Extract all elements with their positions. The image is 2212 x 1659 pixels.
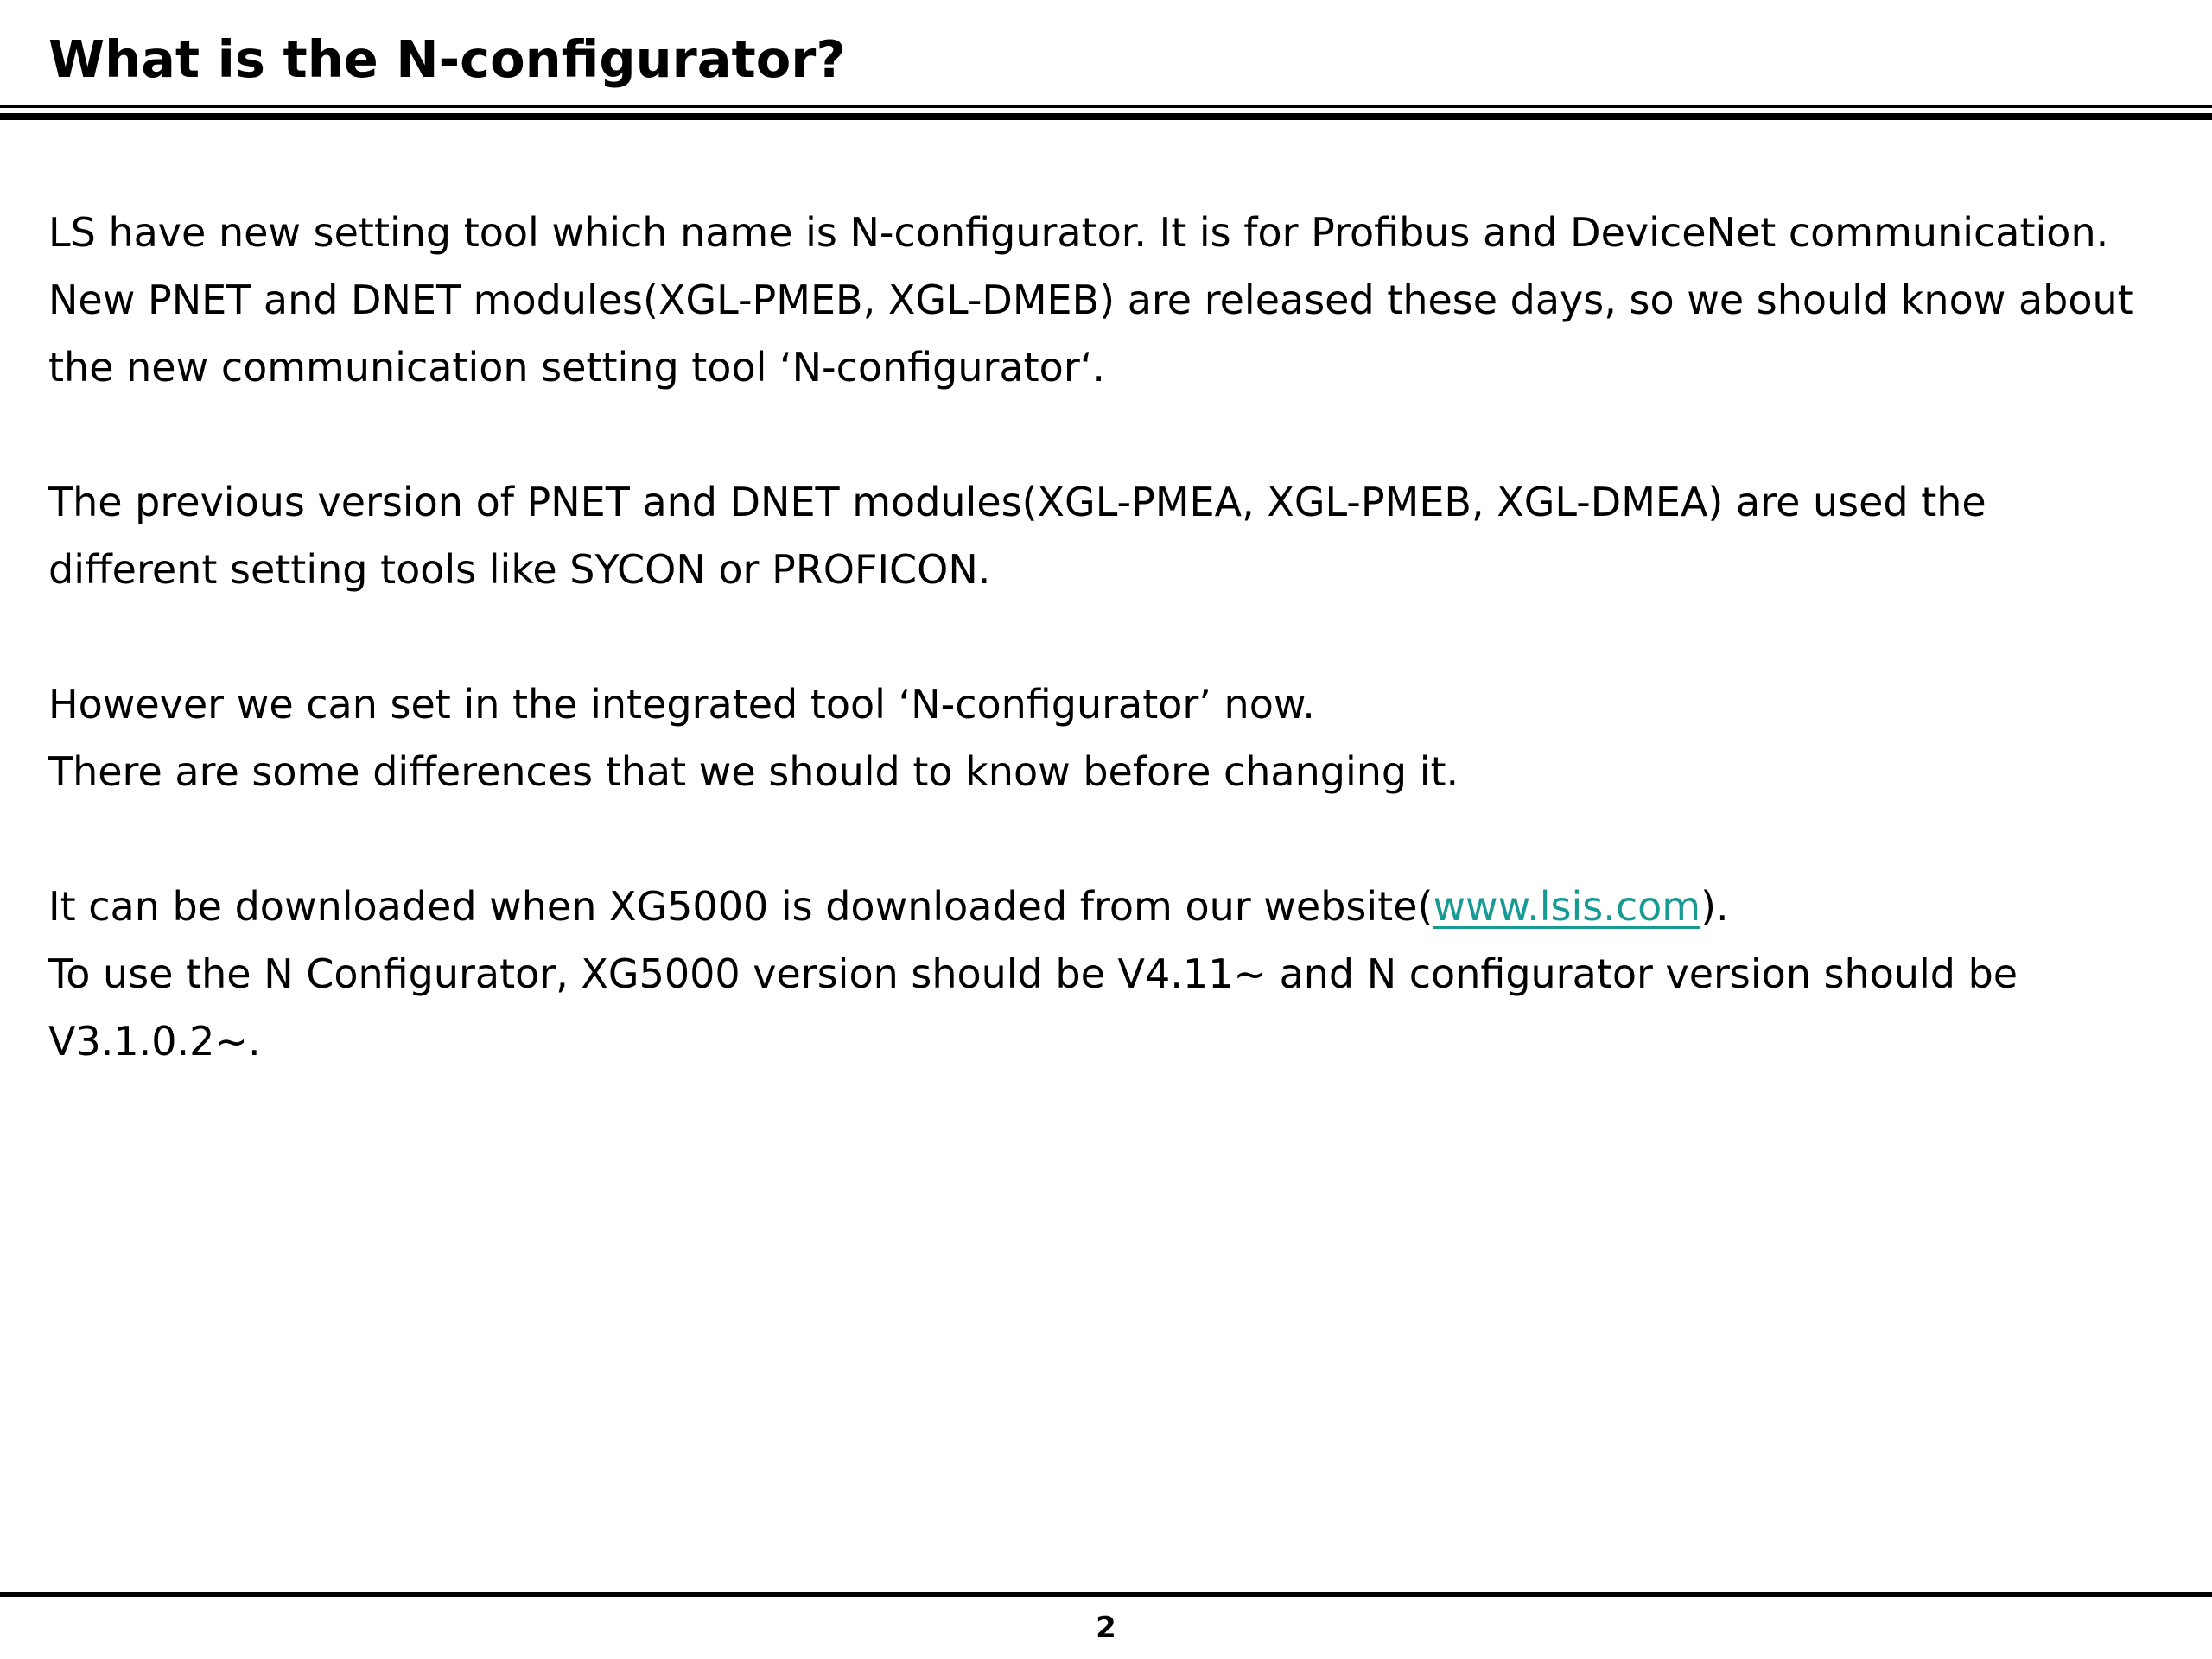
paragraph-previous-version <box>48 468 2191 603</box>
paragraph-spacer <box>48 805 2191 873</box>
paragraph-spacer <box>48 603 2191 671</box>
body-line: To use the N Configurator, XG5000 version should be V4.11~ and N configurator version should be <box>48 950 2018 997</box>
body-line: The previous version of PNET and DNET modules(XGL-PMEA, XGL-PMEB, XGL-DMEA) are used the <box>48 479 1986 525</box>
body-line: V3.1.0.2~. <box>48 1018 261 1065</box>
website-link[interactable]: www.lsis.com <box>1433 883 1701 930</box>
body-line: There are some differences that we should to know before changing it. <box>48 748 1459 795</box>
download-text: It can be downloaded when XG5000 is downloaded from our website( <box>48 883 1433 930</box>
footer-divider <box>0 1592 2212 1597</box>
page-number: 2 <box>1096 1611 1116 1645</box>
title-divider-thick <box>0 113 2212 120</box>
paragraph-download <box>48 873 2191 1075</box>
slide-body <box>48 199 2191 1075</box>
body-line: LS have new setting tool which name is N-configurator. It is for Profibus and DeviceNet communication. <box>48 209 2109 256</box>
paragraph-spacer <box>48 401 2191 468</box>
paragraph-intro <box>48 199 2191 401</box>
slide-title: What is the N-configurator? <box>48 29 846 89</box>
body-line: New PNET and DNET modules(XGL-PMEB, XGL-DMEB) are released these days, so we should know about <box>48 276 2133 323</box>
download-text-end: ). <box>1700 883 1729 930</box>
body-line: different setting tools like SYCON or PROFICON. <box>48 546 991 593</box>
title-divider-thin <box>0 105 2212 108</box>
paragraph-integrated-tool <box>48 671 2191 805</box>
body-line: However we can set in the integrated tool ‘N-configurator’ now. <box>48 681 1315 728</box>
download-line <box>48 873 2191 940</box>
body-line: the new communication setting tool ‘N-configurator‘. <box>48 344 1105 391</box>
